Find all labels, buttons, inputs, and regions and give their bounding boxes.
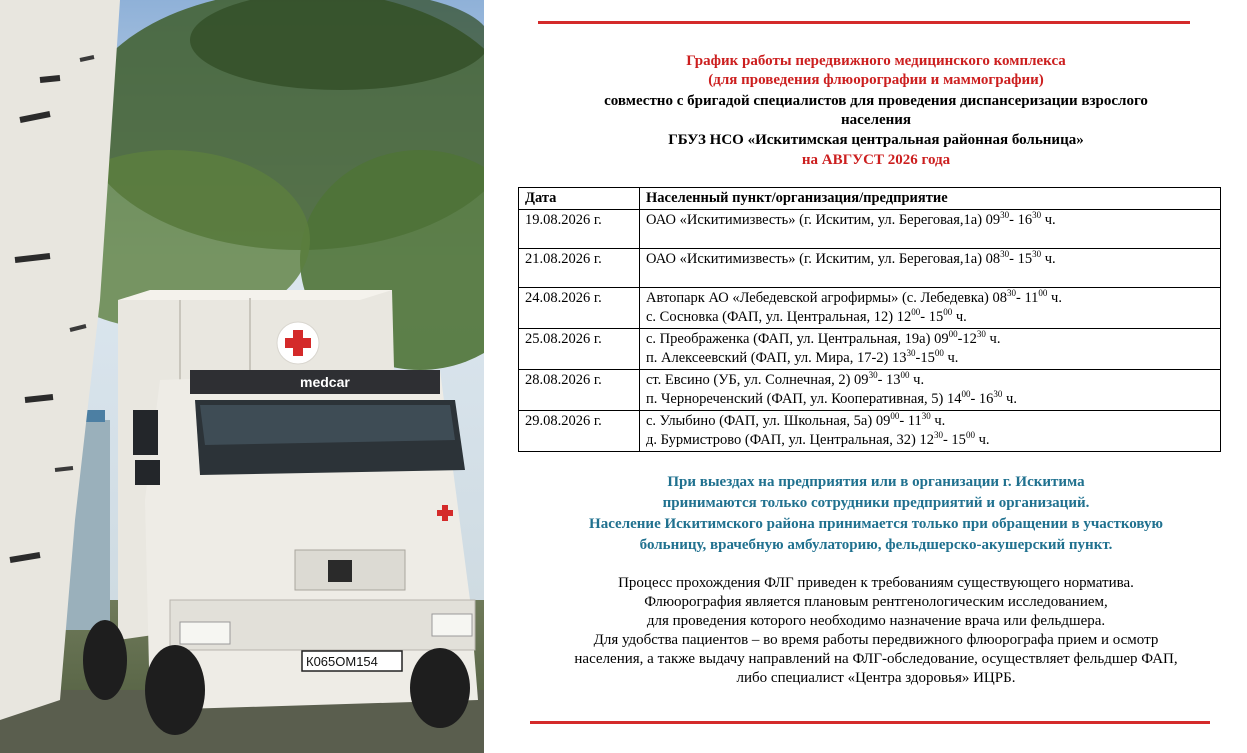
location-text: ч. [943,350,959,366]
notice-line-4: больницу, врачебную амбулаторию, фельдшерско-акушерский пункт. [639,537,1113,553]
location-line [646,412,1214,431]
time-minutes: 30 [1000,210,1010,221]
schedule-location [640,210,1221,249]
schedule-location [640,411,1221,452]
notice-line-2: принимаются только сотрудники предприятий и организаций. [662,495,1090,511]
time-minutes: 30 [1000,249,1010,260]
schedule-description-cont: населения [840,112,912,128]
location-text: с. Сосновка (ФАП, ул. Центральная, 12) 12 [646,309,912,325]
location-line [646,211,1214,230]
truck-photo [0,0,484,753]
location-text: - 11 [899,413,922,429]
time-minutes: 00 [900,370,910,381]
time-minutes: 00 [965,430,975,441]
location-text: ОАО «Искитимизвесть» (г. Искитим, ул. Береговая,1а) 09 [646,212,1001,228]
time-minutes: 30 [1006,288,1016,299]
time-minutes: 00 [890,411,900,422]
location-line [646,330,1214,349]
time-minutes: 00 [943,307,953,318]
notice-line-1: При выездах на предприятия или в организации г. Искитима [667,474,1085,490]
bottom-divider [530,721,1210,724]
time-minutes: 30 [868,370,878,381]
time-minutes: 30 [1032,249,1042,260]
location-text: с. Преображенка (ФАП, ул. Центральная, 19а) 09 [646,331,949,347]
column-header-place: Населенный пункт/организация/предприятие [640,188,1221,210]
schedule-date: 25.08.2026 г. [519,329,640,370]
schedule-month: на АВГУСТ 2026 года [801,152,951,168]
location-text: п. Алексеевский (ФАП, ул. Мира, 17-2) 13 [646,350,907,366]
table-row [519,210,1221,249]
location-text: д. Бурмистрово (ФАП, ул. Центральная, 32) 12 [646,432,934,448]
location-line [646,371,1214,390]
location-text: ст. Евсино (УБ, ул. Солнечная, 2) 09 [646,372,869,388]
schedule-description: совместно с бригадой специалистов для проведения диспансеризации взрослого [604,93,1148,109]
schedule-date: 19.08.2026 г. [519,210,640,249]
location-text: ч. [1047,290,1062,306]
notice-line-3: Население Искитимского района принимается только при обращении в участковую [589,516,1163,532]
column-header-date: Дата [519,188,640,210]
schedule-date: 28.08.2026 г. [519,370,640,411]
location-text: ч. [1041,251,1056,267]
location-text: - 13 [877,372,901,388]
schedule-document [505,0,1247,753]
table-row [519,370,1221,411]
truck-photo-illustration [0,0,484,753]
info-line-6: либо специалист «Центра здоровья» ИЦРБ. [736,670,1016,686]
schedule-location [640,329,1221,370]
location-line [646,250,1214,269]
location-text: - 11 [1015,290,1039,306]
schedule-date: 24.08.2026 г. [519,288,640,329]
info-line-3: для проведения которого необходимо назначение врача или фельдшера. [646,613,1106,629]
location-text: Автопарк АО «Лебедевской агрофирмы» (с. Лебедевка) 08 [646,290,1007,306]
schedule-table [518,187,1221,452]
location-text: ОАО «Искитимизвесть» (г. Искитим, ул. Береговая,1а) 08 [646,251,1001,267]
schedule-location [640,288,1221,329]
time-minutes: 00 [911,307,921,318]
location-line [646,289,1214,308]
location-line [646,431,1214,450]
time-minutes: 30 [933,430,943,441]
location-text: ч. [1041,212,1056,228]
hospital-name: ГБУЗ НСО «Искитимская центральная районная больница» [668,132,1084,148]
location-text: -12 [957,331,977,347]
time-minutes: 00 [934,348,944,359]
info-line-5: населения, а также выдачу направлений на ФЛГ-обследование, осуществляет фельдшер ФАП, [574,651,1178,667]
location-line [646,390,1214,409]
location-text: ч. [985,331,1001,347]
table-row [519,249,1221,288]
info-line-4: Для удобства пациентов – во время работы передвижного флюорографа прием и осмотр [593,632,1159,648]
location-text: - 15 [920,309,944,325]
top-divider [538,21,1190,24]
location-text: -15 [915,350,935,366]
schedule-location [640,249,1221,288]
info-line-2: Флюорография является плановым рентгенологическим исследованием, [644,594,1108,610]
location-text: ч. [1002,391,1017,407]
time-minutes: 00 [948,329,958,340]
location-text: - 16 [1009,212,1033,228]
location-text: - 15 [1009,251,1033,267]
time-minutes: 30 [976,329,986,340]
table-row [519,411,1221,452]
location-text: - 15 [942,432,966,448]
schedule-title: График работы передвижного медицинского комплекса [686,53,1066,69]
table-row [519,288,1221,329]
location-text: ч. [952,309,967,325]
time-minutes: 30 [921,411,931,422]
location-text: ч. [909,372,925,388]
table-row [519,329,1221,370]
info-line-1: Процесс прохождения ФЛГ приведен к требованиям существующего норматива. [618,575,1134,591]
location-text: п. Чернореченский (ФАП, ул. Кооперативная, 5) 14 [646,391,962,407]
truck-brand-label: medcar [300,374,350,390]
location-line [646,308,1214,327]
location-text: с. Улыбино (ФАП, ул. Школьная, 5а) 09 [646,413,891,429]
location-text: ч. [974,432,990,448]
time-minutes: 30 [1032,210,1042,221]
schedule-location [640,370,1221,411]
license-plate: К065ОМ154 [306,654,378,669]
time-minutes: 30 [906,348,916,359]
location-text: ч. [930,413,946,429]
time-minutes: 00 [961,389,971,400]
time-minutes: 30 [993,389,1003,400]
schedule-subtitle: (для проведения флюорографии и маммографии) [708,72,1044,88]
location-line [646,349,1214,368]
schedule-date: 29.08.2026 г. [519,411,640,452]
schedule-date: 21.08.2026 г. [519,249,640,288]
location-text: - 16 [970,391,994,407]
time-minutes: 00 [1038,288,1048,299]
table-header-row [519,188,1221,210]
